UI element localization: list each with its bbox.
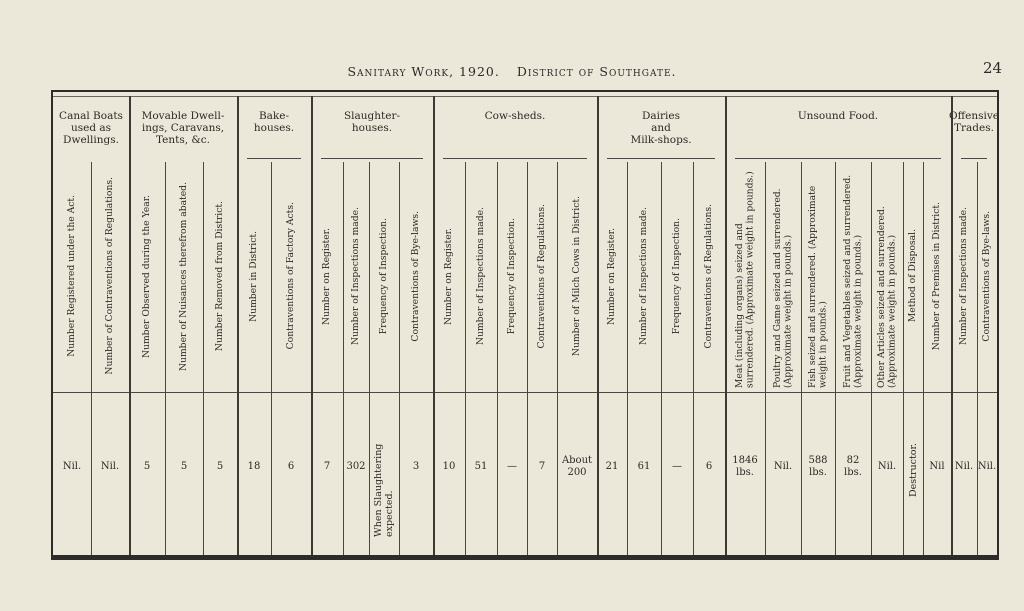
group-heading <box>129 110 237 146</box>
table-cell <box>237 432 271 502</box>
column-heading-text: Number of Inspections made. <box>349 206 361 346</box>
table-cell <box>923 432 951 502</box>
header-rule <box>53 392 997 393</box>
group-heading <box>597 110 725 146</box>
group-heading-line: Bake- <box>258 110 290 122</box>
column-heading <box>801 162 835 390</box>
column-heading <box>597 162 627 390</box>
table-cell-text: 5 <box>143 461 151 472</box>
column-heading <box>91 162 129 390</box>
column-heading <box>527 162 557 390</box>
table-cell <box>497 432 527 502</box>
table-cell <box>871 432 903 502</box>
group-underline <box>321 158 423 159</box>
column-heading <box>693 162 725 390</box>
table-cell-text: Nil. <box>954 461 974 472</box>
table-cell-text: About <box>561 455 593 466</box>
column-heading-text: Contraventions of Factory Acts. <box>284 202 296 350</box>
table-cell-text: 7 <box>538 461 546 472</box>
group-heading <box>237 110 311 134</box>
group-heading-line: Dwellings. <box>63 134 119 146</box>
column-heading <box>977 162 997 390</box>
group-heading-line: Canal Boats <box>59 110 123 122</box>
table-cell-text: 61 <box>637 461 651 472</box>
column-heading-text: Number on Register. <box>442 227 454 325</box>
column-heading <box>433 162 465 390</box>
column-heading <box>237 162 271 390</box>
column-heading-text: Number of Inspections made. <box>637 206 649 346</box>
table-cell-text: When Slaughtering expected. <box>373 443 395 537</box>
table-cell-text: Nil. <box>977 461 997 472</box>
column-heading-text: Fish seized and surrendered. (Approximate weight in pounds.) <box>806 185 828 388</box>
column-heading <box>557 162 597 390</box>
group-heading-line: Movable Dwell- <box>141 110 225 122</box>
table-cell <box>53 432 91 502</box>
table-cell-text: 588 <box>808 455 828 466</box>
group-underline <box>247 158 301 159</box>
table-cell <box>399 432 433 502</box>
column-heading-text: Number Removed from District. <box>213 200 225 352</box>
table-cell-text: Nil. <box>100 461 120 472</box>
table-cell <box>835 432 871 502</box>
column-heading-text: Number of Premises in District. <box>930 201 942 351</box>
table-cell <box>765 432 801 502</box>
table-cell-text: 1846 <box>732 455 758 466</box>
table-cell-text: Nil. <box>773 461 793 472</box>
column-heading-text: Frequency of Inspection. <box>670 217 682 335</box>
table-cell <box>527 432 557 502</box>
table-cell-text: 6 <box>287 461 295 472</box>
title-left: Sanitary Work, 1920. <box>347 64 500 79</box>
table-cell <box>369 402 399 537</box>
column-heading-text: Poultry and Game seized and surrendered. (Approximate weight in pounds.) <box>771 188 793 388</box>
group-heading-line: ings, Caravans, <box>141 122 225 134</box>
table-cell-text: lbs. <box>736 467 754 478</box>
table-cell <box>91 432 129 502</box>
table-cell <box>725 432 765 502</box>
column-heading <box>271 162 311 390</box>
page-title <box>0 64 1024 79</box>
table-cell-text: 18 <box>247 461 261 472</box>
table-cell <box>271 432 311 502</box>
column-heading <box>203 162 237 390</box>
column-heading-text: Number of Contraventions of Regulations. <box>103 177 115 375</box>
table-cell <box>165 432 203 502</box>
group-heading-line: Slaughter- <box>343 110 401 122</box>
group-heading-line: Trades. <box>954 122 994 134</box>
table-cell <box>693 432 725 502</box>
table-cell-text: 6 <box>705 461 713 472</box>
title-right: District of Southgate. <box>516 64 677 79</box>
table-cell <box>129 432 165 502</box>
table-cell <box>801 432 835 502</box>
table-cell-text: Nil <box>929 461 945 472</box>
group-heading <box>725 110 951 122</box>
column-heading <box>871 162 903 390</box>
column-heading-text: Number on Register. <box>605 227 617 325</box>
column-heading <box>725 162 765 390</box>
column-heading <box>627 162 661 390</box>
column-heading-text: Number of Milch Cows in District. <box>570 195 582 357</box>
column-heading <box>951 162 977 390</box>
group-heading-line: and <box>651 122 671 134</box>
table-cell-text: lbs. <box>844 467 862 478</box>
table-cell-text: 51 <box>474 461 488 472</box>
table-cell-text: 5 <box>216 461 224 472</box>
column-heading-text: Number Observed during the Year. <box>140 194 152 358</box>
group-heading-line: houses. <box>253 122 295 134</box>
group-underline <box>735 158 941 159</box>
group-heading-line: Dairies <box>641 110 681 122</box>
column-heading <box>923 162 951 390</box>
column-heading-text: Frequency of Inspection. <box>505 217 517 335</box>
column-heading-text: Other Articles seized and surrendered. (Approximate weight in pounds.) <box>875 206 897 388</box>
group-heading-line: used as <box>70 122 112 134</box>
group-heading-line: Milk-shops. <box>630 134 692 146</box>
table-cell <box>465 432 497 502</box>
table-cell <box>311 432 343 502</box>
table-cell-text: 10 <box>442 461 456 472</box>
column-heading-text: Contraventions of Bye-laws. <box>980 210 992 342</box>
column-heading <box>903 162 923 390</box>
group-heading-line: Cow-sheds. <box>484 110 546 122</box>
column-heading-text: Number Registered under the Act. <box>65 195 77 357</box>
table-cell-text: Nil. <box>62 461 82 472</box>
column-heading-text: Frequency of Inspection. <box>377 217 389 335</box>
column-heading <box>369 162 399 390</box>
column-heading-text: Number of Inspections made. <box>474 206 486 346</box>
column-heading-text: Contraventions of Regulations. <box>702 203 714 349</box>
table-cell <box>597 432 627 502</box>
table-cell-text: 7 <box>323 461 331 472</box>
column-heading <box>661 162 693 390</box>
column-heading-text: Number on Register. <box>320 227 332 325</box>
table-cell <box>433 432 465 502</box>
column-heading <box>129 162 165 390</box>
sanitary-work-table <box>51 90 999 560</box>
table-cell-text: Destructor. <box>907 442 919 497</box>
table-cell <box>951 432 977 502</box>
group-heading <box>433 110 597 122</box>
group-underline <box>443 158 587 159</box>
column-heading <box>343 162 369 390</box>
table-cell <box>557 432 597 502</box>
group-underline <box>607 158 715 159</box>
column-heading <box>465 162 497 390</box>
table-cell-text: 5 <box>180 461 188 472</box>
table-cell-text: 302 <box>346 461 366 472</box>
column-heading-text: Number of Inspections made. <box>957 206 969 346</box>
column-heading <box>765 162 801 390</box>
table-cell-text: — <box>507 461 517 472</box>
table-cell <box>627 432 661 502</box>
group-underline <box>961 158 987 159</box>
table-cell-text: 3 <box>412 461 420 472</box>
column-heading-text: Method of Disposal. <box>906 229 918 323</box>
column-heading-text: Fruit and Vegetables seized and surrendered. (Approximate weight in pounds.) <box>841 174 863 388</box>
table-cell-text: — <box>672 461 682 472</box>
column-heading <box>497 162 527 390</box>
table-cell-text: 200 <box>567 467 587 478</box>
group-heading <box>951 110 997 134</box>
group-heading <box>311 110 433 134</box>
page-number: 24 <box>983 59 1003 77</box>
group-heading-line: Tents, &c. <box>155 134 210 146</box>
column-heading <box>311 162 343 390</box>
group-heading-line: Unsound Food. <box>797 110 879 122</box>
table-cell <box>203 432 237 502</box>
column-heading-text: Number of Nuisances therefrom abated. <box>177 181 189 371</box>
column-heading <box>165 162 203 390</box>
table-cell <box>903 402 923 537</box>
column-heading-text: Contraventions of Bye-laws. <box>409 210 421 342</box>
table-cell <box>977 432 997 502</box>
column-heading <box>835 162 871 390</box>
table-cell-text: 21 <box>605 461 619 472</box>
table-cell <box>661 432 693 502</box>
column-heading-text: Meat (including organs) seized and surrendered. (Approximate weight in pounds.) <box>733 171 755 388</box>
column-heading <box>53 162 91 390</box>
table-cell-text: 82 <box>846 455 860 466</box>
group-heading-line: houses. <box>351 122 393 134</box>
table-cell-text: lbs. <box>809 467 827 478</box>
table-cell <box>343 432 369 502</box>
column-heading-text: Contraventions of Regulations. <box>535 203 547 349</box>
column-heading <box>399 162 433 390</box>
group-heading <box>53 110 129 146</box>
group-heading-line: Offensive <box>949 110 999 122</box>
top-inner-rule <box>53 96 997 97</box>
column-heading-text: Number in District. <box>247 230 259 322</box>
table-cell-text: Nil. <box>877 461 897 472</box>
